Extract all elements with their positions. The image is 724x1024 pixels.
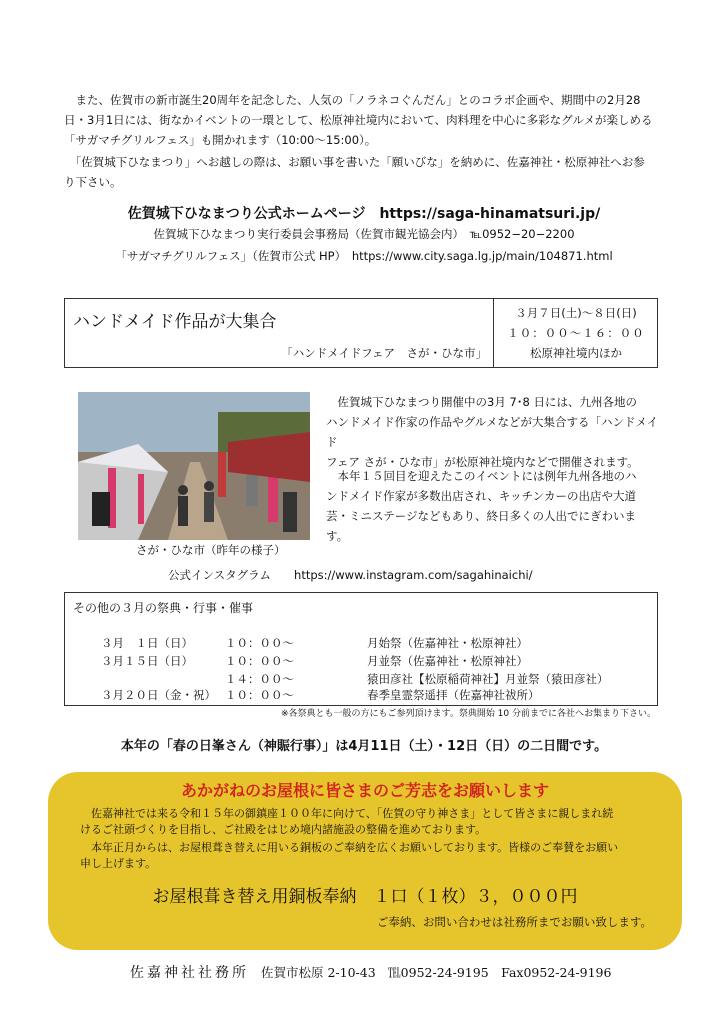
handmade-title: ハンドメイド作品が大集合 (73, 312, 277, 332)
event-name: 猿田彦社【松原稲荷神社】月並祭（猿田彦社） (367, 672, 609, 686)
donation-paragraph-1: 佐嘉神社では来る令和１５年の御鎮座１００年に向けて、「佐賀の守り神さま」として皆さまに親しまれ続 けるご社頭づくりを目指し、ご社殿をはじめ境内諸施設の整備を進めております。 (80, 807, 614, 836)
photo-caption: さが・ひな市（昨年の様子） (136, 543, 286, 557)
hinaichi-photo-illustration (78, 392, 310, 540)
event-date: ３月 １日（日） (101, 636, 193, 650)
handmade-schedule (497, 303, 655, 363)
donation-box (48, 772, 682, 950)
office-contact: 佐賀城下ひなまつり実行委員会事務局（佐賀市観光協会内） ℡0952−20−2200 (153, 227, 575, 241)
hizen-notice: 本年の「春の日峯さん（神賑行事）」は4月11日（土）・12日（日）の二日間です。 (120, 739, 608, 754)
handmade-description-2: 本年１５回目を迎えたこのイベントには例年九州各地のハ ンドメイド作家が多数出店され、キッチンカーの出店や大道 芸・ミニステージなどもあり、終日多くの人出でにぎわいま す。 (326, 469, 637, 543)
intro-paragraph-1: また、佐賀市の新市誕生20周年を記念した、人気の「ノラネコぐんだん」とのコラボ企画や、期間中の2月28 日・3月1日には、街なかイベントの一環として、松原神社境内において、肉料理を中心に多彩なグルメが楽しめる 「サガマチグリルフェス」も開かれます（10:00〜15:00）。 (64, 93, 653, 147)
event-row (65, 653, 657, 671)
event-name: 春季皇霊祭遥拝（佐嘉神社祓所） (367, 688, 540, 702)
event-name: 月始祭（佐嘉神社・松原神社） (367, 636, 528, 650)
handmade-time: １０：００〜１６：００ (507, 326, 645, 340)
handmade-fair-box (64, 298, 658, 368)
event-date: ３月１５日（日） (101, 654, 193, 668)
footer-address: 佐賀市松原 2-10-43 ℡0952-24-9195 Fax0952-24-9196 (260, 965, 612, 980)
event-name: 月並祭（佐嘉神社・松原神社） (367, 654, 528, 668)
event-time: １０：００〜 (225, 636, 294, 650)
events-title: その他の３月の祭典・行事・催事 (73, 601, 254, 615)
event-time: １０：００〜 (225, 654, 294, 668)
handmade-description-1: 佐賀城下ひなまつり開催中の3月 7･8 日には、九州各地の ハンドメイド作家の作品やグルメなどが大集合する「ハンドメイド フェア さが・ひな市」が松原神社境内などで開催されます。 (326, 395, 659, 469)
box-divider (493, 299, 494, 367)
official-homepage-link[interactable]: 佐賀城下ひなまつり公式ホームページ https://saga-hinamatsuri.jp/ (127, 206, 601, 222)
donation-contact: ご奉納、お問い合わせは社務所までお願い致します。 (376, 915, 652, 929)
event-time: １０：００〜 (225, 688, 294, 702)
grill-fes-link[interactable]: 「サガマチグリルフェス」（佐賀市公式 HP） https://www.city.saga.lg.jp/main/104871.html (115, 249, 613, 263)
event-row (65, 635, 657, 653)
handmade-subtitle: 「ハンドメイドフェア さが・ひな市」 (281, 346, 487, 360)
footer (130, 962, 611, 982)
intro-paragraph-2: 「佐賀城下ひなまつり」へお越しの際は、お願い事を書いた「願いびな」を納めに、佐嘉神社・松原神社へお参 り下さい。 (64, 155, 645, 189)
march-events-box (64, 592, 658, 706)
instagram-link[interactable]: 公式インスタグラム https://www.instagram.com/sagahinaichi/ (168, 568, 533, 582)
event-date: ３月２０日（金・祝） (101, 688, 216, 702)
donation-offer: お屋根葺き替え用銅板奉納 １口（１枚）３，０００円 (152, 887, 578, 907)
donation-title: あかがねのお屋根に皆さまのご芳志をお願いします (180, 781, 549, 800)
donation-paragraph-2: 本年正月からは、お屋根葺き替えに用いる銅板のご奉納を広くお願いしております。皆様のご奉賛をお願い 申し上げます。 (80, 841, 619, 870)
handmade-place: 松原神社境内ほか (530, 346, 622, 360)
hinaichi-photo (78, 392, 310, 540)
event-time: １４：００〜 (225, 672, 294, 686)
footer-org: 佐嘉神社社務所 (130, 965, 249, 981)
handmade-date: ３月７日(土)〜８日(日) (515, 306, 637, 320)
event-row (65, 687, 657, 705)
events-note: ※各祭典とも一般の方にもご参列頂けます。祭典開始 10 分前までに各社へお集まり下さい。 (281, 709, 656, 719)
